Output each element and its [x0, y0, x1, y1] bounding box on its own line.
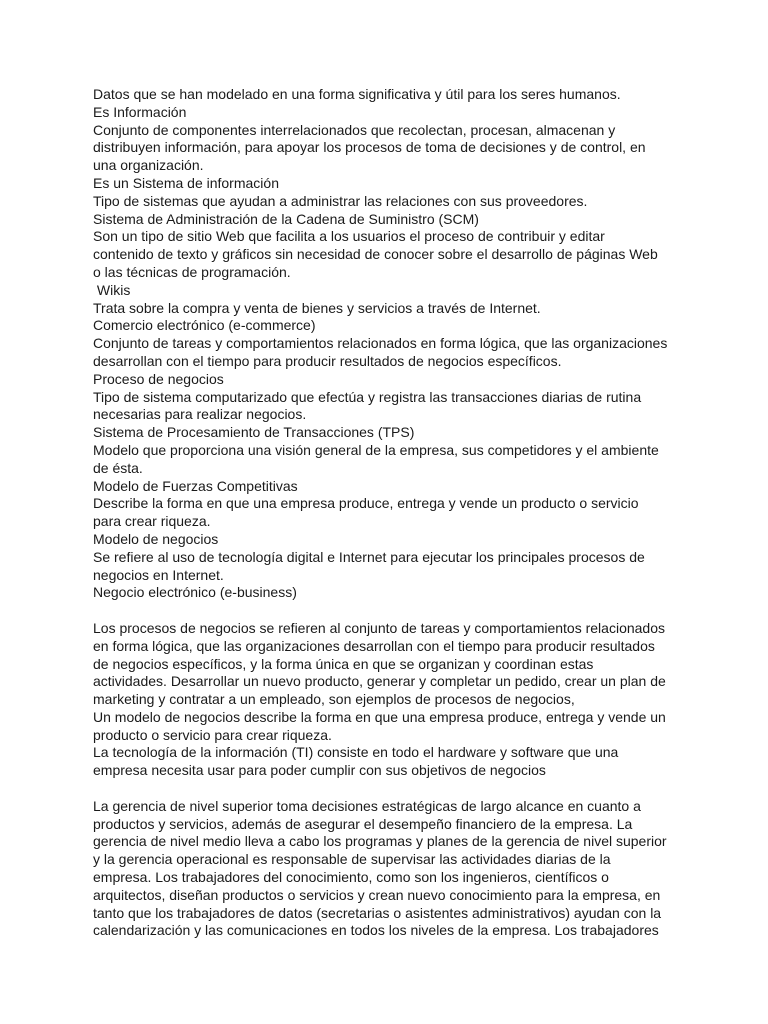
- text-line: actividades. Desarrollar un nuevo producto, generar y completar un pedido, crear un plan de: [93, 673, 666, 690]
- text-line: Tipo de sistema computarizado que efectúa y registra las transacciones diarias de rutina: [93, 388, 642, 405]
- text-line: negocios en Internet.: [93, 566, 224, 583]
- text-line: Un modelo de negocios describe la forma en que una empresa produce, entrega y vende un: [93, 708, 666, 725]
- management-levels-paragraph: [93, 798, 693, 940]
- text-line: Datos que se han modelado en una forma significativa y útil para los seres humanos.: [93, 86, 621, 102]
- text-line: Son un tipo de sitio Web que facilita a los usuarios el proceso de contribuir y editar: [93, 228, 605, 245]
- definitions-block: [93, 86, 693, 602]
- text-line: o las técnicas de programación.: [93, 263, 291, 280]
- text-line: Es Información: [93, 103, 187, 120]
- text-line: Tipo de sistemas que ayudan a administrar las relaciones con sus proveedores.: [93, 192, 588, 209]
- text-line: Conjunto de tareas y comportamientos relacionados en forma lógica, que las organizaciones: [93, 335, 668, 352]
- text-line: Negocio electrónico (e-business): [93, 584, 297, 601]
- text-line: marketing y contratar a un empleado, son ejemplos de procesos de negocios,: [93, 691, 575, 708]
- text-line: Los procesos de negocios se refieren al conjunto de tareas y comportamientos relacionados: [93, 619, 665, 636]
- text-line: de negocios específicos, y la forma única en que se organizan y coordinan estas: [93, 655, 594, 672]
- text-line: Modelo que proporciona una visión general de la empresa, sus competidores y el ambiente: [93, 441, 659, 458]
- text-line: desarrollan con el tiempo para producir resultados de negocios específicos.: [93, 352, 562, 369]
- text-line: Se refiere al uso de tecnología digital e Internet para ejecutar los principales procesos de: [93, 548, 645, 565]
- text-line: una organización.: [93, 157, 204, 174]
- text-line: empresa necesita usar para poder cumplir con sus objetivos de negocios: [93, 762, 546, 779]
- text-line: Describe la forma en que una empresa produce, entrega y vende un producto o servicio: [93, 495, 639, 512]
- text-line: Sistema de Administración de la Cadena de Suministro (SCM): [93, 210, 479, 227]
- text-line: en forma lógica, que las organizaciones desarrollan con el tiempo para producir resultados: [93, 637, 655, 654]
- text-line: y la gerencia operacional es responsable de supervisar las actividades diarias de la: [93, 851, 611, 868]
- text-line: arquitectos, diseñan productos o servicios y crean nuevo conocimiento para la empresa, en: [93, 886, 661, 903]
- text-line: empresa. Los trabajadores del conocimiento, como son los ingenieros, científicos o: [93, 869, 609, 886]
- text-line: La tecnología de la información (TI) consiste en todo el hardware y software que una: [93, 744, 619, 761]
- text-line: Conjunto de componentes interrelacionados que recolectan, procesan, almacenan y: [93, 121, 616, 138]
- text-line: distribuyen información, para apoyar los procesos de toma de decisiones y de control, en: [93, 139, 646, 156]
- text-line: Sistema de Procesamiento de Transacciones (TPS): [93, 424, 415, 441]
- business-processes-paragraph: [93, 620, 693, 780]
- paragraph-spacer: [93, 602, 693, 620]
- text-line: contenido de texto y gráficos sin necesidad de conocer sobre el desarrollo de páginas Web: [93, 246, 658, 263]
- text-line: para crear riqueza.: [93, 513, 211, 530]
- text-line: Wikis: [93, 281, 131, 298]
- text-line: necesarias para realizar negocios.: [93, 406, 307, 423]
- text-line: calendarización y las comunicaciones en todos los niveles de la empresa. Los trabajadores: [93, 922, 659, 939]
- text-line: Es un Sistema de información: [93, 174, 279, 191]
- text-line: de ésta.: [93, 459, 143, 476]
- document-page: [93, 86, 693, 940]
- text-line: La gerencia de nivel superior toma decisiones estratégicas de largo alcance en cuanto a: [93, 797, 641, 814]
- text-line: productos y servicios, además de asegurar el desempeño financiero de la empresa. La: [93, 815, 633, 832]
- text-line: tanto que los trabajadores de datos (secretarias o asistentes administrativos) ayudan con la: [93, 904, 662, 921]
- text-line: Proceso de negocios: [93, 370, 224, 387]
- text-line: Modelo de Fuerzas Competitivas: [93, 477, 298, 494]
- text-line: gerencia de nivel medio lleva a cabo los programas y planes de la gerencia de nivel superior: [93, 833, 667, 850]
- text-line: Trata sobre la compra y venta de bienes y servicios a través de Internet.: [93, 299, 541, 316]
- text-line: producto o servicio para crear riqueza.: [93, 726, 332, 743]
- text-line: Modelo de negocios: [93, 530, 219, 547]
- text-line: Comercio electrónico (e-commerce): [93, 317, 316, 334]
- paragraph-spacer: [93, 780, 693, 798]
